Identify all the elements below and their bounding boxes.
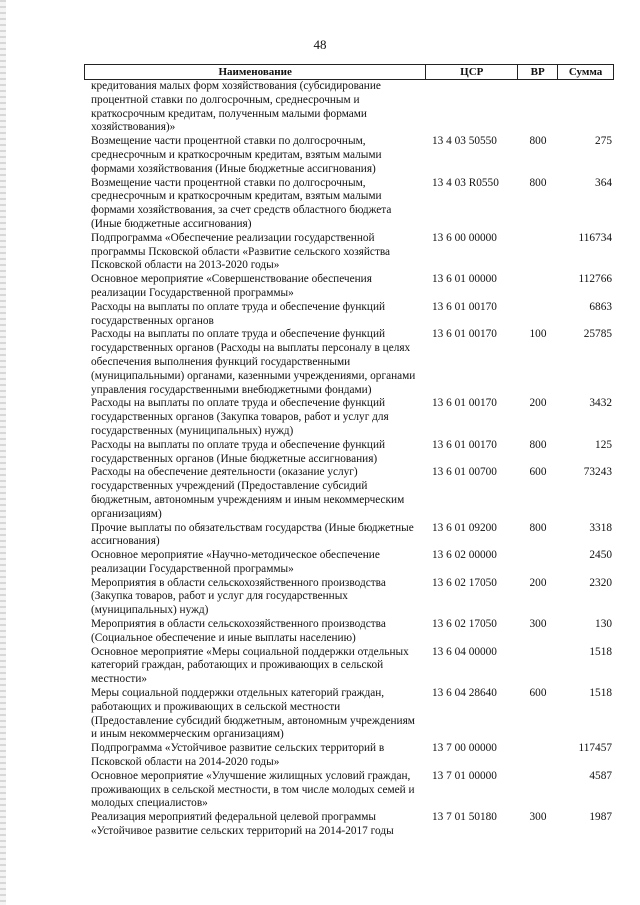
row-sum: 112766 [578,273,612,286]
table-row [84,397,614,438]
row-sum: 1518 [589,645,612,658]
row-name: Основное мероприятие «Улучшение жилищных условий граждан, проживающих в сельской местности, в том числе молодых семей и молодых специалистов» [91,769,415,810]
row-sum: 6863 [589,300,612,313]
row-sum: 125 [595,438,612,451]
row-vr [518,80,558,135]
row-csr: 13 6 01 00170 [432,328,497,341]
row-name: Расходы на выплаты по оплате труда и обеспечение функций государственных органов [91,300,386,327]
table-row [84,439,614,467]
table-row [84,466,614,521]
row-name: Основное мероприятие «Меры социальной поддержки отдельных категорий граждан, работающих и проживающих в сельской местности» [91,645,409,686]
row-name: Подпрограмма «Обеспечение реализации государственной программы Псковской области «Развитие сельского хозяйства Псковской области на 2013-2020 годы» [91,231,391,272]
row-name: Мероприятия в области сельскохозяйственного производства (Закупка товаров, работ и услуг для государственных (муниципальных) нужд) [91,576,386,617]
row-sum: 4587 [589,769,612,782]
row-sum: 1518 [589,687,612,700]
row-vr: 300 [529,618,547,631]
row-csr: 13 6 01 00170 [432,300,497,313]
table-row [84,328,614,397]
row-sum: 3318 [589,521,612,534]
row-vr [518,301,558,329]
row-sum: 364 [595,176,612,189]
row-csr: 13 6 04 28640 [432,687,497,700]
table-header [84,64,614,80]
table-row [84,522,614,550]
row-sum: 3432 [589,397,612,410]
header-csr: ЦСР [426,65,518,79]
row-csr: 13 4 03 50550 [432,135,497,148]
row-vr: 100 [529,328,547,341]
table-row [84,687,614,742]
row-name: Подпрограмма «Устойчивое развитие сельских территорий в Псковской области на 2014-2020 годы» [91,742,385,769]
row-name: Возмещение части процентной ставки по долгосрочным, среднесрочным и краткосрочным кредитам, взятым малыми формами хозяйствования, за счет средств областного бюджета (Иные бюджетные ассигнования) [91,176,392,230]
table-row [84,177,614,232]
row-csr: 13 6 01 00170 [432,397,497,410]
row-name: Прочие выплаты по обязательствам государства (Иные бюджетные ассигнования) [91,521,414,548]
row-csr: 13 6 01 00000 [432,273,497,286]
row-name: Основное мероприятие «Научно-методическое обеспечение реализации Государственной программы» [91,549,380,575]
row-sum: 25785 [583,328,612,341]
row-name: кредитования малых форм хозяйствования (субсидирование процентной ставки по долгосрочным, среднесрочным и краткосрочным кредитам, полученным малыми формами хозяйствования)» [91,80,381,134]
row-csr: 13 6 02 17050 [432,576,497,589]
row-csr [426,80,518,135]
table-row [84,232,614,273]
budget-table [84,64,614,839]
row-sum: 117457 [578,742,612,755]
row-csr: 13 6 01 09200 [432,521,497,534]
row-vr: 200 [529,397,547,410]
row-name: Расходы на выплаты по оплате труда и обеспечение функций государственных органов (Закупка товаров, работ и услуг для государственных (муниципальных) нужд) [91,397,389,437]
table-row [84,770,614,811]
scan-edge [0,0,6,905]
row-vr [518,232,558,273]
row-name: Реализация мероприятий федеральной целевой программы «Устойчивое развитие сельских территорий на 2014-2017 годы [91,811,394,838]
row-vr [518,273,558,301]
row-csr: 13 6 00 00000 [432,231,497,244]
row-name: Меры социальной поддержки отдельных категорий граждан, работающих и проживающих в сельской местности (Предоставление субсидий бюджетным, автономным учреждениям и иным некоммерческим организациям) [91,687,415,741]
row-vr [518,646,558,687]
row-csr: 13 7 01 50180 [432,811,497,824]
row-csr: 13 4 03 R0550 [432,176,499,189]
row-name: Возмещение части процентной ставки по долгосрочным, среднесрочным и краткосрочным кредитам, взятым малыми формами хозяйствования (Иные бюджетные ассигнования) [91,135,382,175]
table-row [84,135,614,176]
row-vr: 800 [529,176,547,189]
table-row [84,273,614,301]
row-sum: 1987 [589,811,612,824]
row-vr: 800 [529,135,547,148]
row-vr: 800 [529,521,547,534]
row-sum: 116734 [578,231,612,244]
row-name: Основное мероприятие «Совершенствование обеспечения реализации Государственной программы» [91,273,372,299]
row-csr: 13 6 01 00700 [432,466,497,479]
row-name: Расходы на обеспечение деятельности (оказание услуг) государственных учреждений (Предоставление субсидий бюджетным, автономным учреждениям и иным некоммерческим организациям) [91,466,405,520]
table-row [84,811,614,839]
row-sum: 275 [595,135,612,148]
row-name: Мероприятия в области сельскохозяйственного производства (Социальное обеспечение и иные выплаты населению) [91,618,386,644]
row-csr: 13 6 01 00170 [432,438,497,451]
row-vr [518,742,558,770]
row-vr: 800 [529,438,547,451]
row-csr: 13 6 02 17050 [432,618,497,631]
table-row [84,301,614,329]
row-vr: 600 [529,466,547,479]
row-vr [518,770,558,811]
row-vr: 300 [529,811,547,824]
table-row [84,577,614,618]
row-name: Расходы на выплаты по оплате труда и обеспечение функций государственных органов (Расходы на выплаты персоналу в целях обеспечения выполнения функций государственными (муниципальными) органами, казенными учреждениями, органами управления государственными внебюджетными фондами) [91,328,416,396]
row-sum: 130 [595,618,612,631]
row-sum: 2450 [589,549,612,562]
row-vr: 600 [529,687,547,700]
row-vr: 200 [529,576,547,589]
row-csr: 13 6 02 00000 [432,549,497,562]
row-vr [518,549,558,577]
table-row [84,646,614,687]
header-sum: Сумма [558,65,614,79]
row-csr: 13 7 01 00000 [432,769,497,782]
row-name: Расходы на выплаты по оплате труда и обеспечение функций государственных органов (Иные бюджетные ассигнования) [91,438,386,465]
header-name: Наименование [85,65,426,79]
table-row [84,80,614,135]
table-row [84,549,614,577]
page-number: 48 [313,37,327,52]
row-csr: 13 6 04 00000 [432,645,497,658]
row-sum: 2320 [589,576,612,589]
row-sum: 73243 [583,466,612,479]
row-csr: 13 7 00 00000 [432,742,497,755]
table-row [84,742,614,770]
table-row [84,618,614,646]
row-sum [558,80,614,135]
header-vr: ВР [518,65,558,79]
